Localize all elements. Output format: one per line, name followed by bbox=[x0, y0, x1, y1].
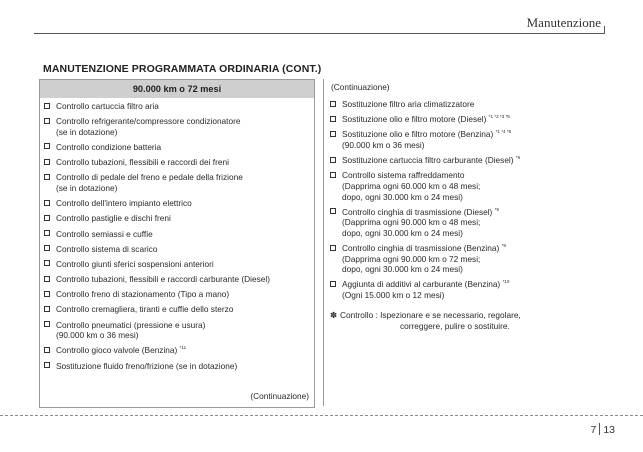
checkbox-icon bbox=[330, 208, 336, 214]
list-item bbox=[44, 116, 310, 137]
list-item bbox=[44, 172, 310, 193]
right-continuation: (Continuazione) bbox=[331, 82, 390, 92]
checkbox-icon bbox=[330, 245, 336, 251]
checkbox-icon bbox=[44, 260, 50, 266]
checkbox-icon bbox=[330, 131, 336, 137]
list-item bbox=[44, 229, 310, 240]
checkbox-icon bbox=[44, 159, 50, 165]
left-item-list bbox=[40, 98, 314, 371]
item-text: Controllo cremagliera, tiranti e cuffie dello sterzo bbox=[56, 304, 234, 315]
checkbox-icon bbox=[44, 321, 50, 327]
checkbox-icon bbox=[44, 103, 50, 109]
right-item-list bbox=[324, 96, 604, 301]
list-item bbox=[44, 289, 310, 300]
checkbox-icon bbox=[44, 200, 50, 206]
item-text: Controllo cinghia di trasmissione (Diesel) bbox=[342, 206, 493, 217]
item-text: Controllo cartuccia filtro aria bbox=[56, 101, 159, 111]
checkbox-icon bbox=[44, 174, 50, 180]
left-continuation: (Continuazione) bbox=[250, 391, 309, 401]
item-subtext: (90.000 km o 36 mesi) bbox=[342, 139, 425, 150]
item-subtext: (Dapprima ogni 60.000 km o 48 mesi; bbox=[342, 180, 481, 191]
item-text: Sostituzione olio e filtro motore (Diesel) bbox=[342, 114, 487, 125]
footnote-ref: *1 *4 *5 bbox=[495, 129, 512, 135]
page-number-separator bbox=[599, 423, 600, 435]
footnote-line-2: correggere, pulire o sostituire. bbox=[400, 320, 510, 331]
item-text: Controllo tubazioni, flessibili e raccordi dei freni bbox=[56, 157, 229, 168]
checkbox-icon bbox=[44, 245, 50, 251]
item-text: Controllo pneumatici (pressione e usura) bbox=[56, 319, 206, 330]
item-subtext: dopo, ogni 30.000 km o 24 mesi) bbox=[342, 191, 463, 202]
item-text: Controllo di pedale del freno e pedale della frizione bbox=[56, 172, 243, 183]
list-item bbox=[44, 345, 310, 356]
footnote bbox=[324, 305, 604, 331]
item-text: Sostituzione fluido freno/frizione (se in dotazione) bbox=[56, 360, 238, 371]
checkbox-icon bbox=[44, 276, 50, 282]
item-text: Controllo dell'intero impianto elettrico bbox=[56, 198, 192, 209]
left-column-box bbox=[39, 98, 315, 408]
list-item bbox=[44, 142, 310, 153]
item-text: Controllo tubazioni, flessibili e raccordi carburante (Diesel) bbox=[56, 274, 270, 285]
item-text: Controllo condizione batteria bbox=[56, 141, 162, 152]
item-subtext: (se in dotazione) bbox=[56, 126, 118, 137]
list-item bbox=[44, 361, 310, 372]
checkbox-icon bbox=[44, 230, 50, 236]
checkbox-icon bbox=[330, 116, 336, 122]
checkbox-icon bbox=[330, 101, 336, 107]
checkbox-icon bbox=[44, 347, 50, 353]
footnote-ref: *9 bbox=[494, 206, 499, 212]
footnote-ref: *10 bbox=[502, 279, 510, 285]
list-item bbox=[330, 279, 600, 300]
item-subtext: (90.000 km o 36 mesi) bbox=[56, 330, 139, 341]
list-item bbox=[44, 101, 310, 112]
list-item bbox=[330, 170, 600, 202]
item-text: Controllo giunti sferici sospensioni anteriori bbox=[56, 258, 214, 269]
item-text: Controllo gioco valvole (Benzina) bbox=[56, 345, 178, 356]
list-item bbox=[44, 259, 310, 270]
checkbox-icon bbox=[44, 306, 50, 312]
list-item bbox=[330, 155, 600, 166]
asterisk-icon: ✽ bbox=[330, 310, 337, 321]
list-item bbox=[44, 304, 310, 315]
list-item bbox=[44, 274, 310, 285]
footnote-line-1: Controllo : Ispezionare e se necessario, regolare, bbox=[340, 310, 521, 321]
list-item bbox=[44, 198, 310, 209]
footnote-ref: *11 bbox=[179, 345, 187, 351]
checkbox-icon bbox=[44, 362, 50, 368]
page-number bbox=[590, 423, 615, 436]
item-text: Controllo freno di stazionamento (Tipo a mano) bbox=[56, 289, 230, 300]
item-text: Aggiunta di additivi al carburante (Benzina) bbox=[342, 279, 501, 290]
footnote-ref: *1 *2 *3 *5 bbox=[488, 114, 510, 120]
header-rule bbox=[34, 33, 605, 34]
header-tick bbox=[604, 26, 605, 34]
left-column bbox=[39, 79, 315, 408]
item-subtext: (Dapprima ogni 90.000 km o 48 mesi; bbox=[342, 217, 481, 228]
checkbox-icon bbox=[44, 118, 50, 124]
item-text: Controllo sistema raffreddamento bbox=[342, 170, 465, 181]
checkbox-icon bbox=[330, 281, 336, 287]
footnote-ref: *6 bbox=[515, 155, 521, 161]
interval-header: 90.000 km o 72 mesi bbox=[39, 79, 315, 98]
chapter-number: 7 bbox=[590, 424, 597, 436]
list-item bbox=[44, 213, 310, 224]
item-subtext: (se in dotazione) bbox=[56, 182, 118, 193]
list-item bbox=[330, 207, 600, 239]
item-text: Controllo semiassi e cuffie bbox=[56, 228, 153, 239]
list-item bbox=[330, 129, 600, 150]
list-item bbox=[330, 99, 600, 110]
item-text: Sostituzione cartuccia filtro carburante (Diesel) bbox=[342, 155, 514, 166]
right-column bbox=[323, 79, 604, 406]
item-text: Sostituzione olio e filtro motore (Benzina) bbox=[342, 129, 494, 140]
item-subtext: (Dapprima ogni 90.000 km o 72 mesi; bbox=[342, 253, 481, 264]
checkbox-icon bbox=[330, 157, 336, 163]
page-number-value: 13 bbox=[603, 424, 615, 436]
item-subtext: (Ogni 15.000 km o 12 mesi) bbox=[342, 290, 445, 301]
checkbox-icon bbox=[330, 172, 336, 178]
item-text: Sostituzione filtro aria climatizzatore bbox=[342, 99, 475, 109]
item-text: Controllo pastiglie e dischi freni bbox=[56, 213, 171, 224]
item-subtext: dopo, ogni 30.000 km o 24 mesi) bbox=[342, 227, 463, 238]
list-item bbox=[44, 320, 310, 341]
footnote-ref: *9 bbox=[501, 243, 506, 249]
checkbox-icon bbox=[44, 143, 50, 149]
section-title: MANUTENZIONE PROGRAMMATA ORDINARIA (CONT.) bbox=[43, 63, 322, 75]
header-title: Manutenzione bbox=[526, 15, 601, 30]
item-text: Controllo cinghia di trasmissione (Benzina) bbox=[342, 243, 500, 254]
item-text: Controllo refrigerante/compressore condizionatore bbox=[56, 116, 241, 127]
checkbox-icon bbox=[44, 291, 50, 297]
checkbox-icon bbox=[44, 215, 50, 221]
item-text: Controllo sistema di scarico bbox=[56, 243, 158, 254]
list-item bbox=[44, 157, 310, 168]
list-item bbox=[44, 244, 310, 255]
footer-rule bbox=[0, 415, 643, 416]
list-item bbox=[330, 114, 600, 125]
item-subtext: dopo, ogni 30.000 km o 24 mesi) bbox=[342, 264, 463, 275]
list-item bbox=[330, 243, 600, 275]
